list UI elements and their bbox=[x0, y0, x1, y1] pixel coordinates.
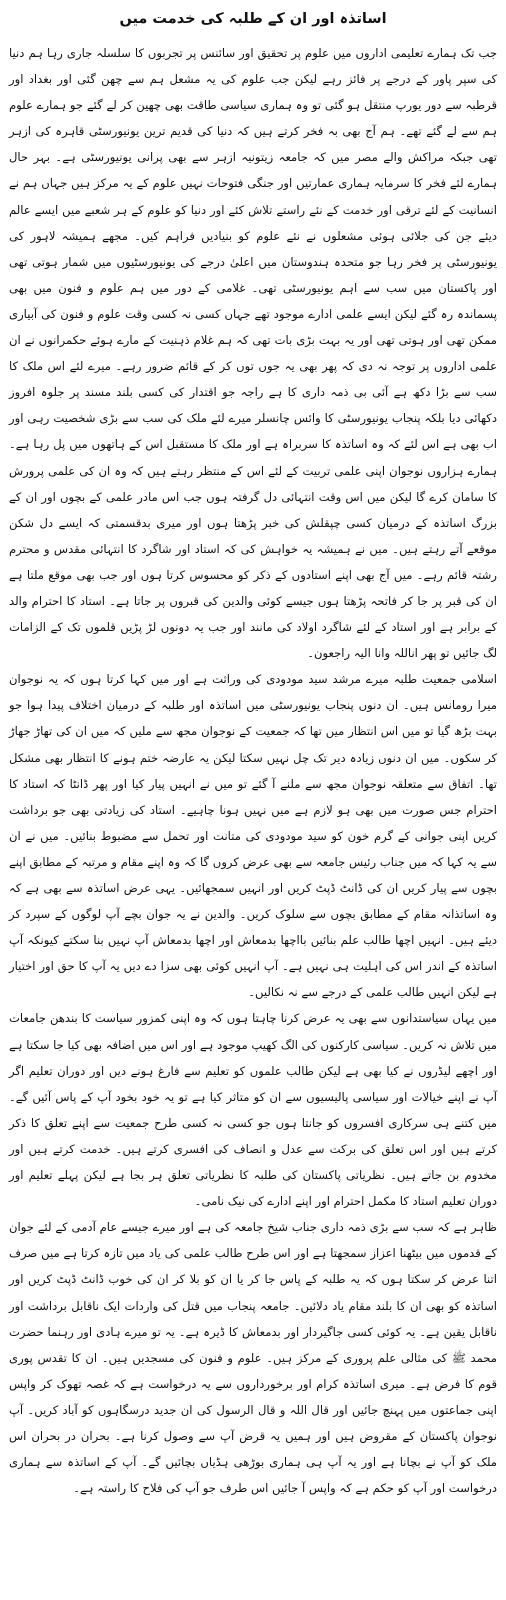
paragraph-3: میں یہاں سیاستدانوں سے بھی یہ عرض کرنا چاہتا ہوں کہ وہ اپنی کمزور سیاست کا بندھن جامعات میں تلاش نہ کریں۔ سیاسی کارکنوں کی الگ کھیپ موجود ہے اور اس میں اضافہ بھی کیا جا سکتا ہے اور اچھے لیڈروں نے کیا بھی ہے لیکن طالب علموں کو تعلیم سے فارغ ہونے دیں اور دوران تعلیم اگر آپ نے اپنے خیالات اور سیاسی پالیسیوں سے ان کو متاثر کیا ہے تو یہ خود بخود آپ کے پاس آئیں گے۔ میں کتنے ہی سرکاری افسروں کو جانتا ہوں جو کسی نہ کسی طرح جمعیت سے اپنے تعلق کا ذکر کرتے ہیں اور اس تعلق کی برکت سے عدل و انصاف کی افسری کرتے ہیں۔ خدمت کرتے ہیں اور مخدوم بن جاتے ہیں۔ نظریاتی پاکستان کی طلبہ کا نظریاتی تعلق ہر بجا ہے لیکن پہلے تعلیم اور دوران تعلیم استاد کا مکمل احترام اور اپنے ادارے کی نیک نامی۔ bbox=[9, 1011, 497, 1209]
paragraph-1: جب تک ہمارے تعلیمی اداروں میں علوم پر تحقیق اور سائنس پر تجربوں کا سلسلہ جاری رہا ہم دنیا کی سپر پاور کے درجے پر فائز رہے لیکن جب علوم کی یہ مشعل ہم سے چھن گئی اور بغداد اور قرطبہ سے دور یورپ منتقل ہو گئی تو وہ ہماری سیاسی طاقت بھی چھین کر لے گئے جو ہمارے علوم ہم سے لے گئے تھے۔ ہم آج بھی بہ فخر کرتے ہیں کہ دنیا کی قدیم ترین یونیورسٹی قاہرہ کی ازہر تھی جبکہ مراکش والے مصر میں کہ جامعہ زیتونیہ ازہر سے بھی پرانی یونیورسٹی ہے۔ بہر حال ہمارے لئے فخر کا سرمایہ ہماری عمارتیں اور جنگی فتوحات نہیں علوم کے یہ مرکز ہیں جہاں ہم نے انسانیت کے لئے ترقی اور خدمت کے نئے راستے تلاش کئے اور دنیا کو علوم کے ہر شعبے میں ایسے عالم دیئے جن کی جلائی ہوئی مشعلوں نے نئے علوم کو بنیادیں فراہم کیں۔ مجھے ہمیشہ لاہور کی یونیورسٹی پر فخر رہا جو متحدہ ہندوستان میں اعلیٰ درجے کی یونیورسٹیوں میں شمار ہوتی تھی اور پاکستان میں سب سے اہم یونیورسٹی تھی۔ غلامی کے دور میں ہم علوم و فنون میں بھی پسماندہ رہ گئے لیکن ایسے علمی ادارے موجود تھے جہاں کسی نہ کسی وقت علوم و فنون کی آبیاری ممکن تھی اور ہوتی تھی اور یہ بہت بڑی بات تھی کہ ہم غلام ذہنیت کے مارے ہوئے حکمرانوں نے ان علمی اداروں پر توجہ نہ دی کہ پھر بھی یہ جوں توں کر کے قائم ضرور رہے۔ میرے لئے اس ملک کا سب سے بڑا دکھ ہے آئی بی ذمہ داری کا ہے راجہ جو اقتدار کی کسی بلند مسند پر جلوہ افروز دکھائی دیا بلکہ پنجاب یونیورسٹی کا وائس چانسلر میرے لئے ملک کی سب سے بڑی شخصیت رہی اور اب بھی ہے اس لئے کہ وہ اساتذہ کا سربراہ ہے اور ملک کا مستقبل اس کے ہاتھوں میں پل رہا ہے۔ ہمارے ہزاروں نوجوان اپنی علمی تربیت کے لئے اس کے منتظر رہتے ہیں کہ وہ ان کی علمی پرورش کا سامان کرے گا لیکن میں اس وقت انتہائی دل گرفتہ ہوں جب اس مادر علمی کے بچوں اور ان کے بزرگ اساتذہ کے درمیان کسی چپقلش کی خبر پڑھتا ہوں اور میری بدقسمتی کہ ایسے دل شکن موقعے آتے رہتے ہیں۔ میں نے ہمیشہ یہ خواہش کی کہ استاد اور شاگرد کا انتہائی مقدس و محترم رشتہ قائم رہے۔ میں آج بھی اپنے استادوں کے ذکر کو محسوس کرتا ہوں اور جب بھی موقع ملتا ہے ان کی قبر پر جا کر فاتحہ پڑھتا ہوں جیسے کوئی والدین کی قبروں پر جاتا ہے۔ استاد کا احترام والد کے برابر ہے اور استاد کے لئے شاگرد اولاد کی مانند اور جب یہ دونوں لڑ پڑیں قلموں تک کے الزامات لگ جائیں تو پھر اناللہ وانا الیہ راجعون۔ bbox=[9, 46, 497, 661]
paragraph-4: ظاہر ہے کہ سب سے بڑی ذمہ داری جناب شیخ جامعہ کی ہے اور میرے جیسے عام آدمی کے لئے جوان کے قدموں میں بیٹھنا اعزاز سمجھتا ہے اور اس طرح طالب علمی کی یاد میں تازہ کرتا ہے میں صرف اتنا عرض کر سکتا ہوں کہ یہ طلبہ کے پاس جا کر یا ان کو بلا کر ان کی خوب ڈانٹ ڈپٹ کریں اور اساتذہ کو بھی ان کا بلند مقام یاد دلائیں۔ جامعہ پنجاب میں قتل کی واردات ایک ناقابل برداشت اور ناقابل یقین ہے۔ یہ کوئی کسی جاگیردار اور بدمعاش کا ڈیرہ ہے۔ یہ تو میرے ہادی اور رہنما حضرت محمد ﷺ کی مثالی علم پروری کے مرکز ہیں۔ علوم و فنون کی مسجدیں ہیں۔ ان کا تقدس پوری قوم کا فرض ہے۔ میری اساتذہ کرام اور برخورداروں سے یہ درخواست ہے کہ غصہ تھوک کر واپس اپنی جماعتوں میں پہنچ جائیں اور قال اللہ و قال الرسول کی ان جدید درسگاہوں کو آباد کریں۔ آپ نوجوان پاکستان کے مقروض ہیں اور ہمیں یہ قرض آپ سے وصول کرنا ہے۔ بحران در بحران اس ملک کو آپ نے بچانا ہے اور یہ آپ ہی ہماری بوڑھی ہڈیاں بچائیں گے۔ آپ کے اساتذہ سے ہماری درخواست اور آپ کو حکم ہے کہ واپس آ جائیں اس طرف جو آپ کی فلاح کا راستہ ہے۔ bbox=[9, 1220, 497, 1496]
article-title: اساتذہ اور ان کے طلبہ کی خدمت میں bbox=[119, 11, 387, 27]
article-body bbox=[9, 40, 497, 1501]
paragraph-2: اسلامی جمعیت طلبہ میرے مرشد سید مودودی کی وراثت ہے اور میں کہا کرتا ہوں کہ یہ نوجوان میرا رومانس ہیں۔ ان دنوں پنجاب یونیورسٹی میں اساتذہ اور طلبہ کے درمیان اختلاف پیدا ہوا جو بہت بڑھ گیا تو میں اس انتظار میں تھا کہ جمعیت کے نوجوان مجھ سے ملیں کہ میں ان کی تھاڑ جھاڑ کر سکوں۔ میں ان دنوں زیادہ دیر تک چل نہیں سکتا لیکن یہ عارضہ ختم ہونے کا انتظار بھی مشکل تھا۔ اتفاق سے متعلقہ نوجوان مجھ سے ملنے آ گئے تو میں نے انہیں پیار کیا اور پھر ڈانٹا کہ استاد کا احترام جس صورت میں بھی ہو لازم ہے میں نہیں ہونا چاہیے۔ استاد کی زیادتی بھی جو برداشت کریں اپنی جوانی کے گرم خون کو سید مودودی کی متانت اور تحمل سے مضبوط بنائیں۔ میں نے ان سے یہ کہا کہ میں جناب رئیس جامعہ سے بھی عرض کروں گا کہ وہ اپنے مقام و مرتبہ کے مطابق اپنے بچوں سے پیار کریں ان کی ڈانٹ ڈپٹ کریں اور انہیں سمجھائیں۔ یہی عرض اساتذہ سے بھی ہے کہ وہ اساتذانہ مقام کے مطابق بچوں سے سلوک کریں۔ والدین نے یہ جوان بچے آپ لوگوں کے سپرد کر دیئے ہیں۔ انہیں اچھا طالب علم بنائیں بااچھا بدمعاش اور اچھا بدمعاش آپ نہیں بنا سکتے کیونکہ آپ اساتذہ کے اندر اس کی اہلیت ہی نہیں ہے۔ آپ انہیں کوئی بھی سزا دے دیں یہ آپ کا حق اور اختیار ہے لیکن انہیں طالب علمی کے درجے سے نہ نکالیں۔ bbox=[9, 672, 497, 1000]
